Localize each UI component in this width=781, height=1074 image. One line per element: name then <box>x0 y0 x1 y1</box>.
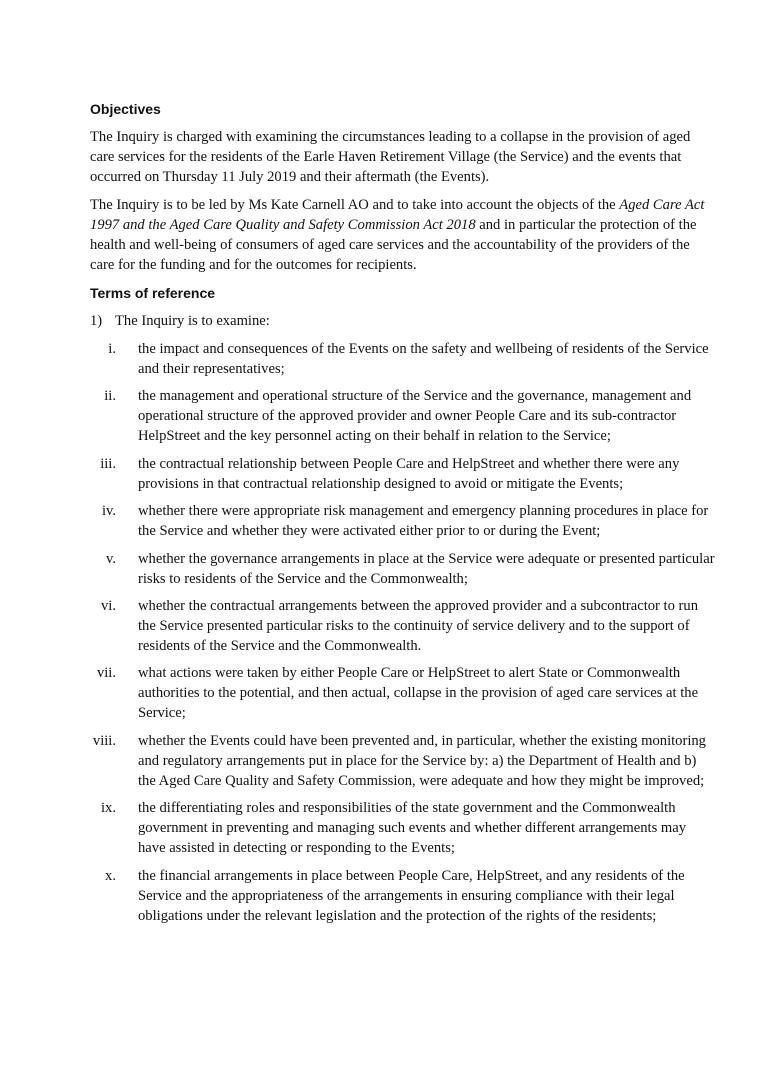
list-item <box>90 866 715 926</box>
list-item <box>90 339 715 379</box>
list-item-text: whether the contractual arrangements between the approved provider and a subcontractor to run the Service presented particular risks to the continuity of service delivery and to the support of residents of the Service and the Commonwealth. <box>138 597 699 654</box>
list-item-text: the management and operational structure of the Service and the governance, management and operational structure of the approved provider and owner People Care and its sub-contractor HelpStreet and the key personnel acting on their behalf in relation to the Service; <box>138 388 692 445</box>
list-item-numeral: vi. <box>101 597 116 614</box>
list-item-text: the contractual relationship between People Care and HelpStreet and whether there were any provisions in that contractual relationship designed to avoid or mitigate the Events; <box>138 455 680 492</box>
list-item-text: the impact and consequences of the Events on the safety and wellbeing of residents of the Service and their representatives; <box>138 341 709 377</box>
list-item <box>90 596 715 656</box>
objectives-paragraph-2-start: The Inquiry is to be led by Ms Kate Carnell AO and to take into account the objects of the <box>90 197 620 213</box>
list-item-text: the differentiating roles and responsibilities of the state government and the Commonwealth government in preventing and managing such events and whether different arrangements may have assisted in detecting or responding to the Events; <box>138 800 687 857</box>
legislation-titles: Aged Care Act 1997 and the Aged Care Quality and Safety Commission Act 2018 <box>90 197 705 233</box>
list-item-text: whether the Events could have been prevented and, in particular, whether the existing monitoring and regulatory arrangements put in place for the Service by: a) the Department of Health and b) the Aged Care Quality and Safety Commission, were adequate and how they might be improved; <box>138 732 706 789</box>
list-item <box>90 798 715 858</box>
objectives-heading: Objectives <box>90 101 161 117</box>
list-item-numeral: ii. <box>104 388 116 405</box>
list-item <box>90 386 715 446</box>
list-item-numeral: vii. <box>96 665 116 682</box>
list-item-numeral: v. <box>106 550 116 567</box>
terms-intro-text: The Inquiry is to examine: <box>115 313 270 329</box>
list-item-text: the financial arrangements in place between People Care, HelpStreet, and any residents of the Service and the appropriateness of the arrangements in ensuring compliance with their legal obligations under the relevant legislation and the protection of the rights of the residents; <box>138 867 685 924</box>
list-item-text: what actions were taken by either People Care or HelpStreet to alert State or Commonwealth authorities to the potential, and then actual, collapse in the provision of aged care services at the Service; <box>138 665 699 722</box>
list-item <box>90 731 715 791</box>
objectives-paragraph-2-end: and in particular the protection of the health and well-being of consumers of aged care services and the accountability of the providers of the care for the funding and for the outcomes for recipients. <box>90 217 697 273</box>
terms-of-reference-heading: Terms of reference <box>90 285 216 301</box>
objectives-paragraph-1: The Inquiry is charged with examining the circumstances leading to a collapse in the provision of aged care services for the residents of the Earle Haven Retirement Village (the Service) and the events that occurred on Thursday 11 July 2019 and their aftermath (the Events). <box>90 129 691 185</box>
list-item-text: whether there were appropriate risk management and emergency planning procedures in place for the Service and whether they were activated either prior to or during the Event; <box>138 503 709 540</box>
list-item-numeral: iv. <box>101 503 116 520</box>
terms-list <box>90 339 715 926</box>
terms-intro <box>90 311 715 331</box>
list-item <box>90 501 715 541</box>
list-item <box>90 454 715 494</box>
document-page <box>90 99 715 933</box>
list-item-numeral: i. <box>108 341 116 357</box>
list-item-numeral: iii. <box>100 455 116 472</box>
list-item-numeral: ix. <box>101 800 116 817</box>
list-item-numeral: viii. <box>92 732 116 749</box>
terms-intro-number: 1) <box>90 313 103 329</box>
list-item <box>90 663 715 723</box>
list-item-numeral: x. <box>105 867 116 884</box>
list-item-text: whether the governance arrangements in place at the Service were adequate or presented particular risks to residents of the Service and the Commonwealth; <box>138 550 715 587</box>
objectives-paragraph-2 <box>90 195 715 275</box>
list-item <box>90 549 715 589</box>
